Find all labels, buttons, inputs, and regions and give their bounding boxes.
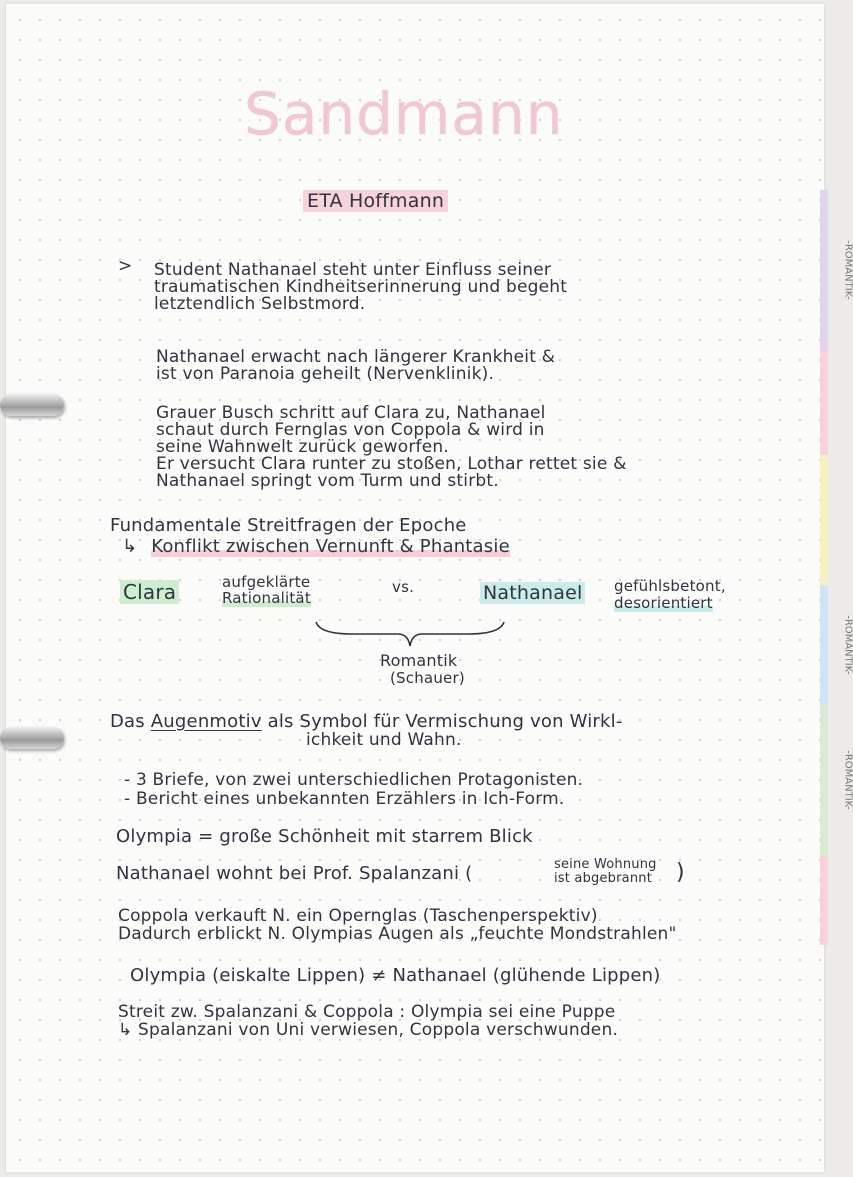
author: ETA Hoffmann: [303, 190, 448, 212]
bullet-marker: >: [118, 256, 133, 276]
page-title: Sandmann: [244, 80, 564, 148]
conflict-line: [122, 537, 510, 557]
binder-ring: [0, 394, 64, 416]
summary-line: Nathanael erwacht nach längerer Krankheit &: [156, 347, 556, 367]
note-olympia: Olympia = große Schönheit mit starrem Blick: [116, 826, 533, 847]
form-item: - 3 Briefe, von zwei unterschiedlichen Protagonisten.: [124, 770, 584, 790]
binder-ring: [0, 727, 64, 749]
note-contrast: Olympia (eiskalte Lippen) ≠ Nathanael (glühende Lippen): [130, 965, 661, 986]
divider-tab[interactable]: [820, 455, 828, 585]
note-aside: seine Wohnung: [554, 857, 657, 872]
divider-tab[interactable]: [820, 855, 828, 945]
summary-line: Student Nathanael steht unter Einfluss seiner: [154, 260, 552, 280]
romantik-sub: (Schauer): [390, 669, 465, 687]
romantik-label: Romantik: [380, 651, 458, 670]
motif-line: Das Augenmotiv als Symbol für Vermischung von Wirkl-: [110, 711, 623, 732]
note-nathanael: Nathanael wohnt bei Prof. Spalanzani (: [116, 863, 473, 884]
divider-tab[interactable]: -ROMANTIK-: [820, 190, 828, 350]
note-coppola: Coppola verkauft N. ein Opernglas (Taschenperspektiv): [118, 906, 598, 926]
arrow-icon: ↳: [122, 536, 138, 557]
paren-close: ): [676, 860, 685, 885]
summary-line: Er versucht Clara runter zu stoßen, Lothar rettet sie &: [156, 454, 627, 474]
nathanael-desc: desorientiert: [614, 594, 713, 612]
note-dispute: Streit zw. Spalanzani & Coppola : Olympia sei eine Puppe: [118, 1002, 616, 1022]
motif-line: ichkeit und Wahn.: [306, 730, 462, 750]
note-dispute: ↳ Spalanzani von Uni verwiesen, Coppola verschwunden.: [118, 1020, 619, 1040]
conflict-heading: Fundamentale Streitfragen der Epoche: [110, 515, 467, 536]
motif-keyword: Augenmotiv: [150, 711, 262, 732]
nathanael-label: Nathanael: [480, 582, 585, 604]
nathanael-desc: gefühlsbetont,: [614, 577, 726, 595]
summary-line: letztendlich Selbstmord.: [154, 294, 366, 314]
note-coppola: Dadurch erblickt N. Olympias Augen als „feuchte Mondstrahlen": [118, 924, 677, 944]
summary-line: schaut durch Fernglas von Coppola & wird in: [156, 420, 545, 440]
summary-line: ist von Paranoia geheilt (Nervenklinik).: [156, 364, 495, 384]
divider-tab[interactable]: [820, 350, 828, 455]
clara-label: Clara: [120, 580, 179, 604]
divider-tab[interactable]: -ROMANTIK-: [820, 585, 828, 705]
curly-brace-icon: [312, 616, 508, 650]
clara-desc: Rationalität: [222, 589, 311, 607]
summary-line: seine Wahnwelt zurück geworfen.: [156, 437, 449, 457]
summary-line: Grauer Busch schritt auf Clara zu, Nathanael: [156, 403, 546, 423]
summary-line: traumatischen Kindheitserinnerung und begeht: [154, 277, 568, 297]
conflict-text: Konflikt zwischen Vernunft & Phantasie: [151, 536, 510, 557]
clara-desc: aufgeklärte: [222, 573, 311, 591]
notebook-page: [6, 4, 824, 1172]
note-aside: ist abgebrannt: [554, 871, 653, 886]
versus-label: vs.: [392, 578, 415, 596]
form-item: - Bericht eines unbekannten Erzählers in Ich-Form.: [124, 789, 565, 809]
summary-line: Nathanael springt vom Turm und stirbt.: [156, 471, 499, 491]
divider-tab[interactable]: -ROMANTIK-: [820, 705, 828, 855]
